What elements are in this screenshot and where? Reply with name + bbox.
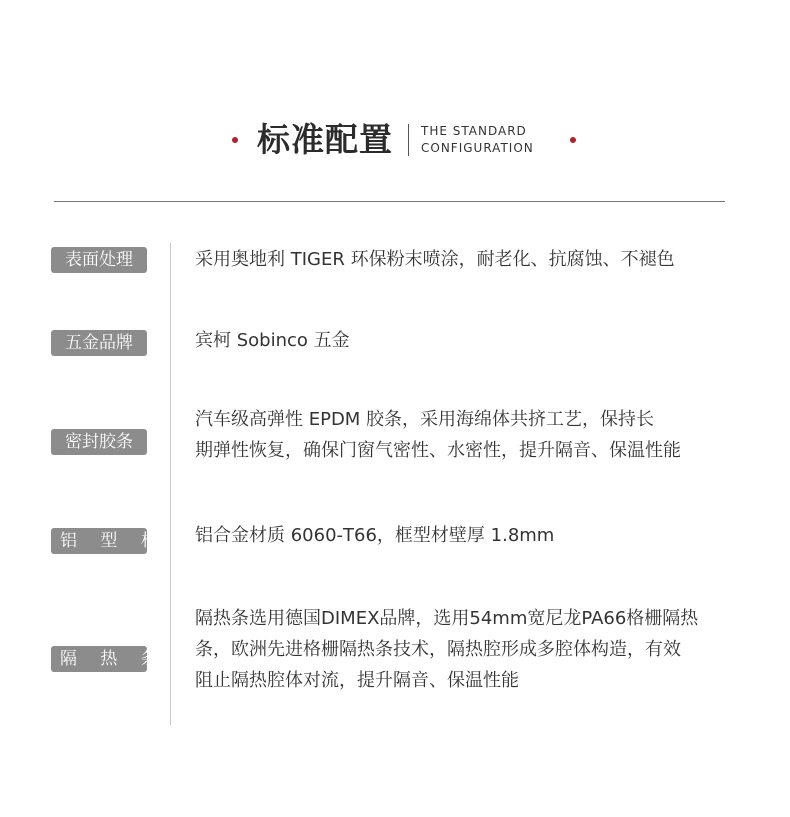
spec-desc-thermal-break [195,603,755,696]
right-accent-dot-icon [570,137,576,143]
spec-label-hardware: 五金品牌 [51,330,147,356]
spec-desc-seal [195,404,755,466]
spec-desc-line: 条，欧洲先进格栅隔热条技术，隔热腔形成多腔体构造，有效 [195,639,681,660]
spec-desc-profile [195,520,755,551]
spec-desc-line: 汽车级高弹性 EPDM 胶条，采用海绵体共挤工艺，保持长 [195,409,655,430]
section-header [0,112,790,168]
spec-desc-line: 隔热条选用德国DIMEX品牌，选用54mm宽尼龙PA66格栅隔热 [195,608,699,629]
section-subtitle [421,123,534,157]
spec-desc-line: 宾柯 Sobinco 五金 [195,330,350,351]
spec-desc-line: 采用奥地利 TIGER 环保粉末喷涂，耐老化、抗腐蚀、不褪色 [195,249,675,270]
subtitle-line-1: THE STANDARD [421,124,527,138]
spec-desc-line: 期弹性恢复，确保门窗气密性、水密性，提升隔音、保温性能 [195,440,681,461]
section-title: 标准配置 [257,120,393,159]
spec-label-seal: 密封胶条 [51,429,147,455]
spec-label-thermal-break: 隔 热 条 [51,646,147,672]
spec-desc-hardware [195,325,755,356]
spec-label-surface: 表面处理 [51,247,147,273]
title-divider [408,124,409,156]
column-divider [170,243,171,725]
header-divider [54,201,725,202]
left-accent-dot-icon [232,137,238,143]
spec-desc-surface [195,244,755,275]
spec-desc-line: 铝合金材质 6060-T66，框型材壁厚 1.8mm [195,525,555,546]
spec-desc-line: 阻止隔热腔体对流，提升隔音、保温性能 [195,670,519,691]
subtitle-line-2: CONFIGURATION [421,141,534,155]
spec-label-profile: 铝 型 材 [51,528,147,554]
